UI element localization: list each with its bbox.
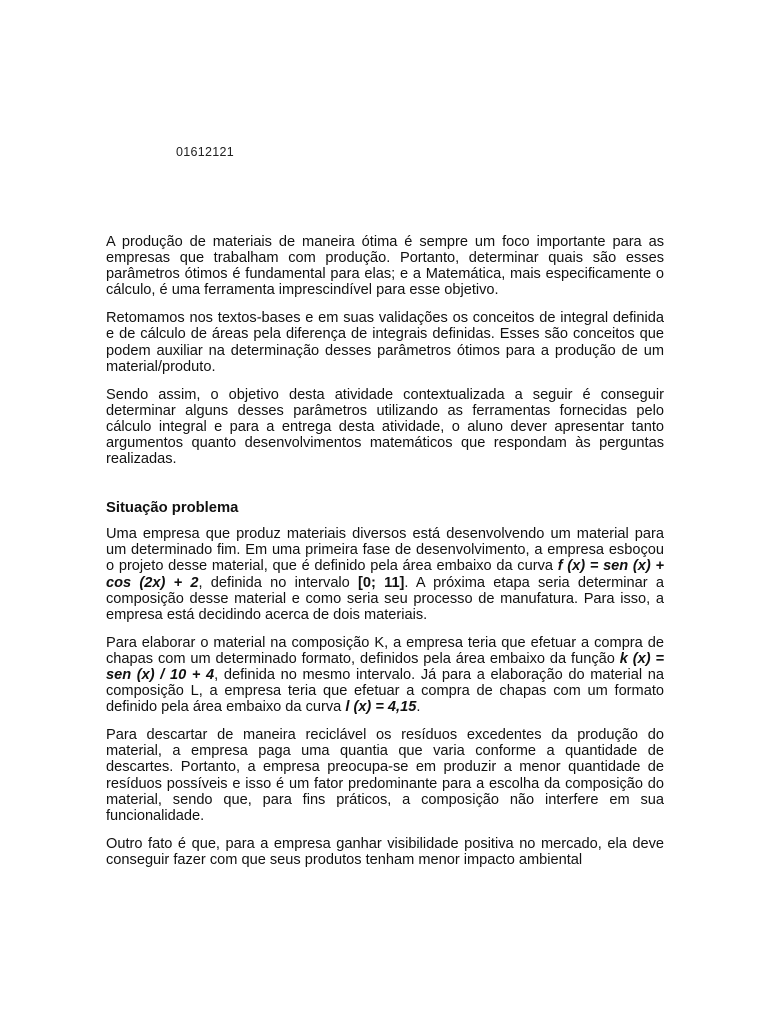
text-span: . A próxima etapa seria determinar a composição desse material e como seria seu processo de manufatura. Para isso, a empresa está decidindo acerca de dois materiais.	[106, 574, 664, 623]
section-heading: Situação problema	[106, 500, 239, 517]
document-id: 01612121	[176, 145, 235, 159]
text-span: , definida no mesmo intervalo. Já para a elaboração do material na composição L, a empresa teria que efetuar a compra de chapas com um formato definido pela área embaixo da curva	[106, 666, 665, 716]
document-body	[106, 234, 664, 880]
problem-paragraph-3: Para descartar de maneira reciclável os resíduos excedentes da produção do material, a empresa paga uma quantia que varia conforme a quantidade de descartes. Portanto, a empresa preocupa-se em produzir a menor quantidade de resíduos possíveis e isso é um fator predominante para a escolha da composição do material, sendo que, para fins práticos, a composição não interfere em sua funcionalidade.	[106, 727, 664, 824]
function-l: l (x) = 4,15	[345, 699, 417, 716]
problem-paragraph-4: Outro fato é que, para a empresa ganhar visibilidade positiva no mercado, ela deve conseguir fazer com que seus produtos tenham menor impacto ambiental	[106, 835, 664, 868]
problem-paragraph-1	[106, 526, 664, 623]
intro-paragraph-1: A produção de materiais de maneira ótima é sempre um foco importante para as empresas que trabalham com produção. Portanto, determinar quais são esses parâmetros ótimos é fundamental para elas; e a Matemática, mais especificamente o cálculo, é uma ferramenta imprescindível para esse objetivo.	[106, 234, 664, 299]
function-k: k (x) = sen (x) / 10 + 4	[106, 650, 664, 683]
text-span: Para elaborar o material na composição K, a empresa teria que efetuar a compra de chapas com um determinado formato, definidos pela área embaixo da função	[106, 634, 664, 667]
interval: [0; 11]	[358, 574, 405, 591]
intro-paragraph-2: Retomamos nos textos-bases e em suas validações os conceitos de integral definida e de cálculo de áreas pela diferença de integrais definidas. Esses são conceitos que podem auxiliar na determinação desses parâmetros ótimos para a produção de um material/produto.	[106, 310, 664, 375]
text-span: , definida no intervalo	[198, 574, 359, 591]
intro-paragraph-3: Sendo assim, o objetivo desta atividade contextualizada a seguir é conseguir determinar alguns desses parâmetros utilizando as ferramentas fornecidas pelo cálculo integral e para a entrega desta atividade, o aluno dever apresentar tanto argumentos quanto desenvolvimentos matemáticos que respondam às perguntas realizadas.	[106, 386, 664, 468]
problem-paragraph-2	[106, 635, 664, 715]
function-f: f (x) = sen (x) + cos (2x) + 2	[106, 558, 665, 591]
text-span: .	[416, 699, 421, 716]
text-span: Uma empresa que produz materiais diversos está desenvolvendo um material para um determinado fim. Em uma primeira fase de desenvolvimento, a empresa esboçou o projeto desse material, que é definido pela área embaixo da curva	[106, 526, 664, 575]
